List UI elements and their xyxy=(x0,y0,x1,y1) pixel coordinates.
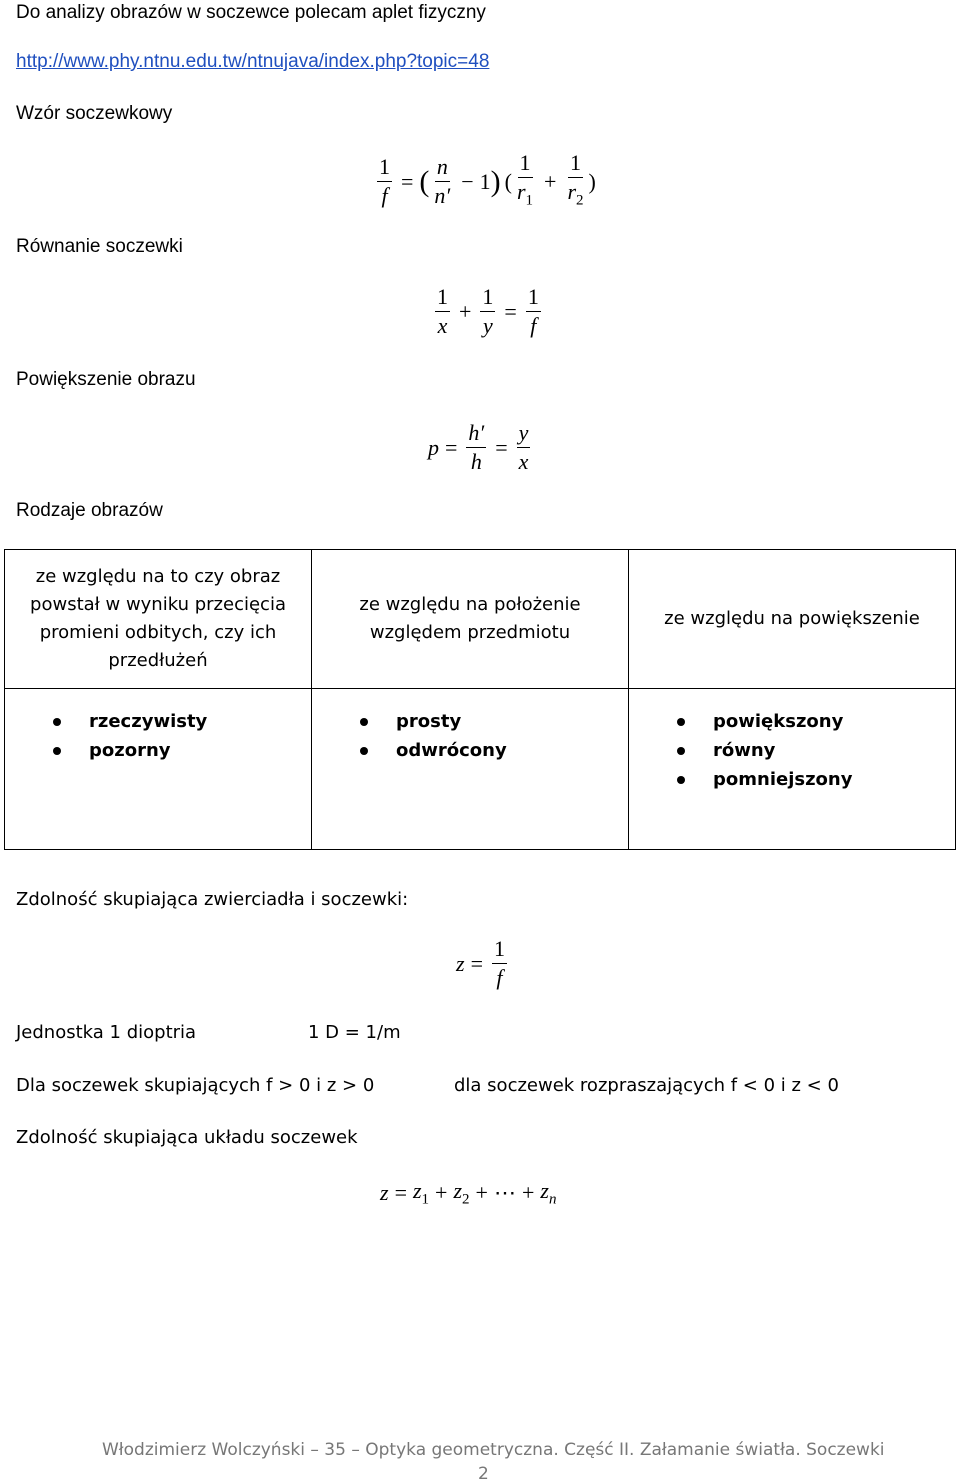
cell-rays xyxy=(5,689,312,850)
magnification-formula: p = $\frac{h'}{h}$ = $\frac{y}{x}$ xyxy=(428,420,529,474)
converging-text: Dla soczewek skupiających f > 0 i z > 0 xyxy=(16,1075,375,1096)
header-cell-rays: ze względu na to czy obraz powstał w wyniku przecięcia promieni odbitych, czy ich przedłużeń xyxy=(5,550,312,689)
list-item: powiększony xyxy=(677,707,947,736)
applet-link[interactable]: http://www.phy.ntnu.edu.tw/ntnujava/index.php?topic=48 xyxy=(16,51,490,72)
lensmaker-formula: $\frac{1}{f}$ = ( $\frac{n}{n'}$ − 1 ) ( $\frac{1}{r_1}$ + $\frac{1}{r_2}$ ) xyxy=(379,150,596,209)
lensmaker-heading: Wzór soczewkowy xyxy=(16,103,173,124)
cell-magnification xyxy=(629,689,956,850)
unit-definition: 1 D = 1/m xyxy=(308,1022,401,1043)
page-number: 2 xyxy=(478,1464,489,1484)
header-cell-position: ze względu na położenie względem przedmiotu xyxy=(312,550,629,689)
intro-text: Do analizy obrazów w soczewce polecam aplet fizyczny xyxy=(16,2,486,23)
list-item: odwrócony xyxy=(360,736,620,765)
lens-equation: $\frac{1}{x}$ + $\frac{1}{y}$ = $\frac{1}{f}$ xyxy=(437,284,539,338)
unit-text: Jednostka 1 dioptria xyxy=(16,1022,197,1043)
footer-text: Włodzimierz Wolczyński – 35 – Optyka geometryczna. Część II. Załamanie światła. Soczewki xyxy=(102,1440,885,1460)
system-heading: Zdolność skupiająca układu soczewek xyxy=(16,1127,358,1148)
power-heading: Zdolność skupiająca zwierciadła i soczewki: xyxy=(16,889,409,910)
diverging-text: dla soczewek rozpraszających f < 0 i z < 0 xyxy=(454,1075,839,1096)
lens-equation-heading: Równanie soczewki xyxy=(16,236,183,257)
header-cell-magnification: ze względu na powiększenie xyxy=(629,550,956,689)
magnification-heading: Powiększenie obrazu xyxy=(16,369,196,390)
cell-position xyxy=(312,689,629,850)
list-item: pozorny xyxy=(53,736,303,765)
power-formula: z = $\frac{1}{f}$ xyxy=(456,936,505,990)
list-item: pomniejszony xyxy=(677,765,947,794)
image-types-heading: Rodzaje obrazów xyxy=(16,500,163,521)
list-item: rzeczywisty xyxy=(53,707,303,736)
list-item: równy xyxy=(677,736,947,765)
system-formula: z = $z_1$ + $z_2$ + ⋯ + $z_n$ xyxy=(380,1178,557,1208)
list-item: prosty xyxy=(360,707,620,736)
image-types-table xyxy=(4,549,956,850)
